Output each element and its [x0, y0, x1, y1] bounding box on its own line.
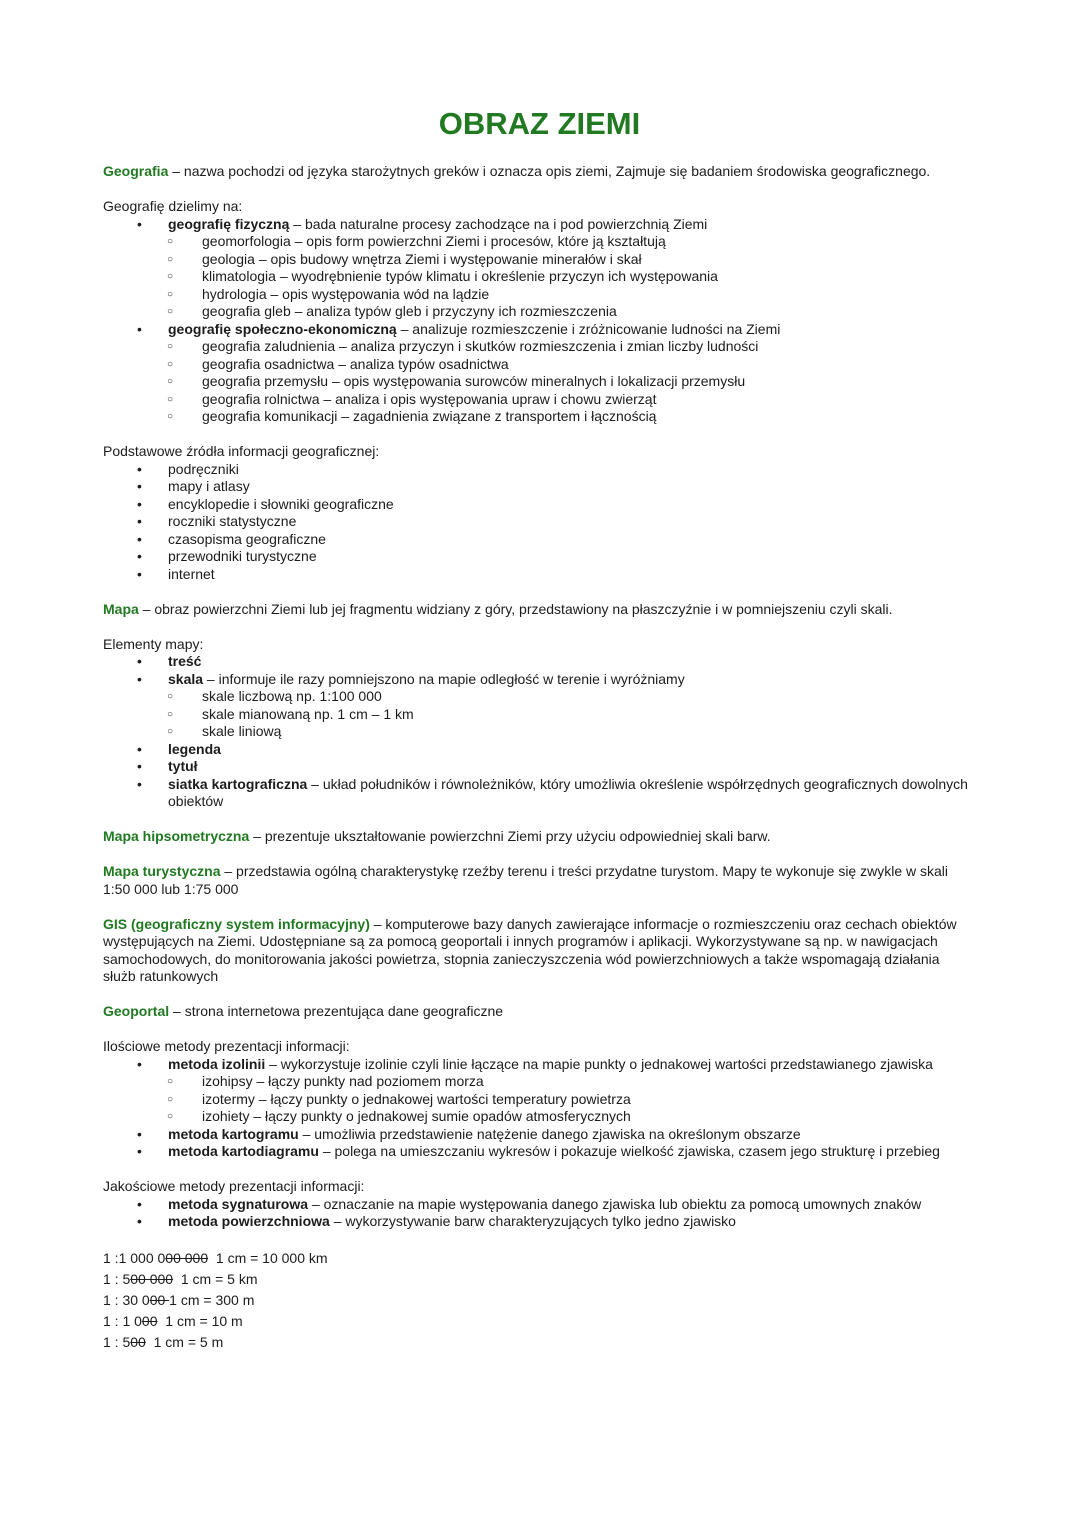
list-subitem-skala-mianowana [103, 706, 976, 724]
list-item-internet [103, 566, 976, 584]
scale-prefix: 1 : 5 [103, 1271, 131, 1287]
term: tytuł [168, 758, 198, 774]
item-text: internet [168, 565, 215, 582]
list-subitem-zaludnienia [103, 338, 976, 356]
item-text: klimatologia – wyodrębnienie typów klimatu i określenie przyczyn ich występowania [202, 268, 718, 284]
term-mapa-turystyczna: Mapa turystyczna [103, 863, 221, 879]
circle-icon: ○ [167, 288, 174, 300]
list-subitem-osadnictwa [103, 356, 976, 374]
list-item-metoda-izolinii [103, 1056, 976, 1074]
item-text: skale liniową [202, 723, 282, 739]
item-content [168, 321, 976, 339]
definition-mapa-hipsometryczna [103, 828, 976, 846]
list-item-metoda-sygnaturowa [103, 1196, 976, 1214]
bullet-icon: • [137, 758, 142, 774]
bullet-icon: • [137, 565, 142, 582]
scale-result: 1 cm = 300 m [169, 1292, 255, 1308]
sources-heading: Podstawowe źródła informacji geograficznej: [103, 443, 380, 459]
circle-icon: ○ [167, 411, 174, 422]
bullet-icon: • [137, 1195, 142, 1212]
circle-icon: ○ [167, 1111, 174, 1122]
bullet-icon: • [137, 670, 142, 687]
item-text: encyklopedie i słowniki geograficzne [168, 495, 394, 512]
circle-icon: ○ [167, 236, 174, 247]
item-text: – umożliwia przedstawienie natężenie danego zjawiska na określonym obszarze [298, 1125, 801, 1142]
list-subitem-izotermy [103, 1091, 976, 1109]
circle-icon: ○ [167, 358, 174, 370]
circle-icon: ○ [167, 691, 174, 702]
item-text: – analizuje rozmieszczenie i zróżnicowanie ludności na Ziemi [396, 320, 781, 337]
item-text: skale liczbową np. 1:100 000 [202, 688, 382, 704]
item-text: skale mianowaną np. 1 cm – 1 km [202, 705, 414, 722]
list-item-czasopisma [103, 531, 976, 549]
circle-icon: ○ [167, 1076, 174, 1087]
circle-icon: ○ [167, 1093, 174, 1105]
scale-prefix: 1 : 1 0 [103, 1313, 142, 1329]
scale-result: 1 cm = 10 m [157, 1313, 243, 1329]
list-item-geografia-fizyczna [103, 216, 976, 234]
bullet-icon: • [137, 495, 142, 512]
list-subitem-komunikacji [103, 408, 976, 426]
definition-gis-text: – komputerowe bazy danych zawierające informacje o rozmieszczeniu oraz cechach obiektów występujących na Ziemi. Udostępniane są za pomocą geoportali i innych programów i aplikacji. Wykorzystywane są np. w nawigacjach samochodowych, do monitorowania jakości powietrza, stopnia zanieczyszczenia wód powierzchniowych a także wspomagają działania służb ratunkowych [103, 915, 957, 984]
scale-line [103, 1248, 976, 1269]
bullet-icon: • [137, 478, 142, 494]
list-item-tresc [103, 653, 976, 671]
term: siatka kartograficzna [168, 775, 308, 792]
item-text: – oznaczanie na mapie występowania danego zjawiska lub obiektu za pomocą umownych znaków [308, 1195, 922, 1212]
list-item-skala [103, 671, 976, 689]
bullet-icon: • [137, 530, 142, 547]
term: treść [168, 653, 202, 669]
item-text: geografia gleb – analiza typów gleb i przyczyny ich rozmieszczenia [202, 303, 617, 319]
item-content [168, 1213, 976, 1231]
list-item-metoda-powierzchniowa [103, 1213, 976, 1231]
list-subitem-geografia-gleb [103, 303, 976, 321]
scale-conversion-list [103, 1248, 976, 1353]
bullet-icon: • [137, 460, 142, 477]
definition-geografia-text: – nazwa pochodzi od języka starożytnych greków i oznacza opis ziemi, Zajmuje się badaniem środowiska geograficznego. [168, 163, 931, 179]
definition-geoportal [103, 1003, 976, 1021]
circle-icon: ○ [167, 306, 174, 317]
scale-result: 1 cm = 10 000 km [208, 1250, 328, 1266]
term: metoda kartogramu [168, 1125, 299, 1142]
scale-line [103, 1332, 976, 1353]
term-mapa: Mapa [103, 600, 139, 617]
bullet-icon: • [137, 653, 142, 669]
term: metoda izolinii [168, 1055, 266, 1072]
division-heading: Geografię dzielimy na: [103, 198, 243, 214]
scale-result: 1 cm = 5 km [173, 1271, 258, 1287]
definition-mapa [103, 601, 976, 619]
circle-icon: ○ [167, 376, 174, 387]
item-text: czasopisma geograficzne [168, 530, 326, 547]
circle-icon: ○ [167, 271, 174, 282]
list-item-mapy-i-atlasy [103, 478, 976, 496]
item-text: izohipsy – łączy punkty nad poziomem morza [202, 1073, 484, 1089]
item-content [168, 1143, 976, 1161]
item-text: geografia zaludnienia – analiza przyczyn i skutków rozmieszczenia i zmian liczby ludności [202, 338, 759, 354]
bullet-icon: • [137, 548, 142, 564]
term: legenda [168, 740, 221, 757]
circle-icon: ○ [167, 708, 174, 720]
list-item-tytul [103, 758, 976, 776]
quantitative-heading: Ilościowe metody prezentacji informacji: [103, 1038, 350, 1054]
list-item-metoda-kartodiagramu [103, 1143, 976, 1161]
term-geoportal: Geoportal [103, 1003, 170, 1019]
bullet-icon: • [137, 215, 142, 232]
item-text: – wykorzystuje izolinie czyli linie łączące na mapie punkty o jednakowej wartości przedstawianego zjawiska [265, 1055, 933, 1072]
item-text: – informuje ile razy pomniejszono na mapie odległość w terenie i wyróżniamy [203, 670, 685, 687]
bullet-icon: • [137, 775, 142, 792]
list-subitem-geologia [103, 251, 976, 269]
term-mapa-hipsometryczna: Mapa hipsometryczna [103, 828, 250, 844]
list-subitem-skala-liczbowa [103, 688, 976, 706]
item-text: geomorfologia – opis form powierzchni Ziemi i procesów, które ją kształtują [202, 233, 666, 249]
scale-struck-zeros: 00 [149, 1292, 170, 1308]
scale-prefix: 1 : 30 0 [103, 1292, 150, 1308]
list-item-przewodniki [103, 548, 976, 566]
bullet-icon: • [137, 1055, 142, 1072]
item-content [168, 1196, 976, 1214]
term: metoda powierzchniowa [168, 1213, 330, 1229]
bullet-icon: • [137, 1125, 142, 1142]
term: skala [168, 670, 204, 687]
list-subitem-izohiety [103, 1108, 976, 1126]
term: geografię fizyczną [168, 215, 290, 232]
page-title: OBRAZ ZIEMI [438, 106, 641, 141]
item-content [168, 216, 976, 234]
definition-mapa-turystyczna [103, 863, 976, 898]
bullet-icon: • [137, 1143, 142, 1159]
scale-struck-zeros: 00 [130, 1334, 146, 1350]
item-text: przewodniki turystyczne [168, 548, 317, 564]
term-geografia: Geografia [103, 163, 169, 179]
item-text: geografia komunikacji – zagadnienia związane z transportem i łącznością [202, 408, 657, 424]
list-item-legenda [103, 741, 976, 759]
item-text: geografia osadnictwa – analiza typów osadnictwa [202, 355, 509, 372]
definition-mapa-text: – obraz powierzchni Ziemi lub jej fragmentu widziany z góry, przedstawiony na płaszczyźnie i w pomniejszeniu czyli skali. [138, 600, 893, 617]
scale-line [103, 1290, 976, 1311]
scale-result: 1 cm = 5 m [145, 1334, 224, 1350]
scale-prefix: 1 : 5 [103, 1334, 131, 1350]
bullet-icon: • [137, 320, 142, 337]
list-subitem-rolnictwa [103, 391, 976, 409]
item-text: roczniki statystyczne [168, 513, 297, 529]
item-text: geologia – opis budowy wnętrza Ziemi i występowanie minerałów i skał [202, 250, 642, 267]
scale-struck-zeros: 00 000 [165, 1250, 209, 1266]
definition-hipsometryczna-text: – prezentuje ukształtowanie powierzchni Ziemi przy użyciu odpowiedniej skali barw. [249, 828, 771, 844]
circle-icon: ○ [167, 341, 174, 352]
item-content [168, 741, 976, 759]
item-text: hydrologia – opis występowania wód na lądzie [202, 285, 490, 302]
term-gis: GIS (geograficzny system informacyjny) [103, 915, 370, 932]
qualitative-heading: Jakościowe metody prezentacji informacji: [103, 1178, 365, 1194]
list-item-siatka-kartograficzna [103, 776, 976, 811]
list-item-metoda-kartogramu [103, 1126, 976, 1144]
circle-icon: ○ [167, 726, 174, 737]
item-content [168, 758, 976, 776]
item-content [168, 1056, 976, 1074]
item-text: – bada naturalne procesy zachodzące na i pod powierzchnią Ziemi [289, 215, 708, 232]
term: metoda kartodiagramu [168, 1143, 319, 1159]
term: geografię społeczno-ekonomiczną [168, 320, 397, 337]
item-text: geografia rolnictwa – analiza i opis występowania upraw i chowu zwierząt [202, 390, 657, 407]
term: metoda sygnaturowa [168, 1195, 309, 1212]
list-subitem-izohipsy [103, 1073, 976, 1091]
bullet-icon: • [137, 740, 142, 757]
item-text: geografia przemysłu – opis występowania surowców mineralnych i lokalizacji przemysłu [202, 373, 746, 389]
list-subitem-skala-liniowa [103, 723, 976, 741]
item-text: podręczniki [168, 460, 239, 477]
list-subitem-geomorfologia [103, 233, 976, 251]
elements-heading: Elementy mapy: [103, 635, 204, 652]
item-text: – układ południków i równoleżników, który umożliwia określenie współrzędnych geograficznych dowolnych obiektów [168, 775, 968, 809]
scale-line [103, 1311, 976, 1332]
item-content [168, 776, 976, 811]
definition-gis [103, 916, 976, 986]
scale-struck-zeros: 00 [141, 1313, 158, 1329]
bullet-icon: • [137, 1213, 142, 1229]
definition-geografia [103, 163, 976, 181]
item-text: mapy i atlasy [168, 478, 250, 494]
item-content [168, 653, 976, 671]
definition-geoportal-text: – strona internetowa prezentująca dane geograficzne [169, 1003, 504, 1019]
item-text: – polega na umieszczaniu wykresów i pokazuje wielkość zjawiska, czasem jego strukturę i przebieg [318, 1143, 940, 1159]
item-content [168, 671, 976, 689]
item-content [168, 1126, 976, 1144]
list-item-geografia-spoleczno-ekonomiczna [103, 321, 976, 339]
circle-icon: ○ [167, 393, 174, 405]
scale-line [103, 1269, 976, 1290]
item-text: – wykorzystywanie barw charakteryzujących tylko jedno zjawisko [329, 1213, 736, 1229]
list-item-encyklopedie [103, 496, 976, 514]
list-item-roczniki [103, 513, 976, 531]
scale-prefix: 1 :1 000 0 [103, 1250, 166, 1266]
list-subitem-klimatologia [103, 268, 976, 286]
list-subitem-przemyslu [103, 373, 976, 391]
definition-turystyczna-text: – przedstawia ogólną charakterystykę rzeźby terenu i treści przydatne turystom. Mapy te wykonuje się zwykle w skali 1:50 000 lub 1:75 000 [103, 863, 949, 897]
item-text: izotermy – łączy punkty o jednakowej wartości temperatury powietrza [202, 1090, 631, 1107]
list-subitem-hydrologia [103, 286, 976, 304]
scale-struck-zeros: 00 000 [130, 1271, 174, 1287]
bullet-icon: • [137, 513, 142, 529]
item-text: izohiety – łączy punkty o jednakowej sumie opadów atmosferycznych [202, 1108, 631, 1124]
list-item-podreczniki [103, 461, 976, 479]
circle-icon: ○ [167, 253, 174, 265]
